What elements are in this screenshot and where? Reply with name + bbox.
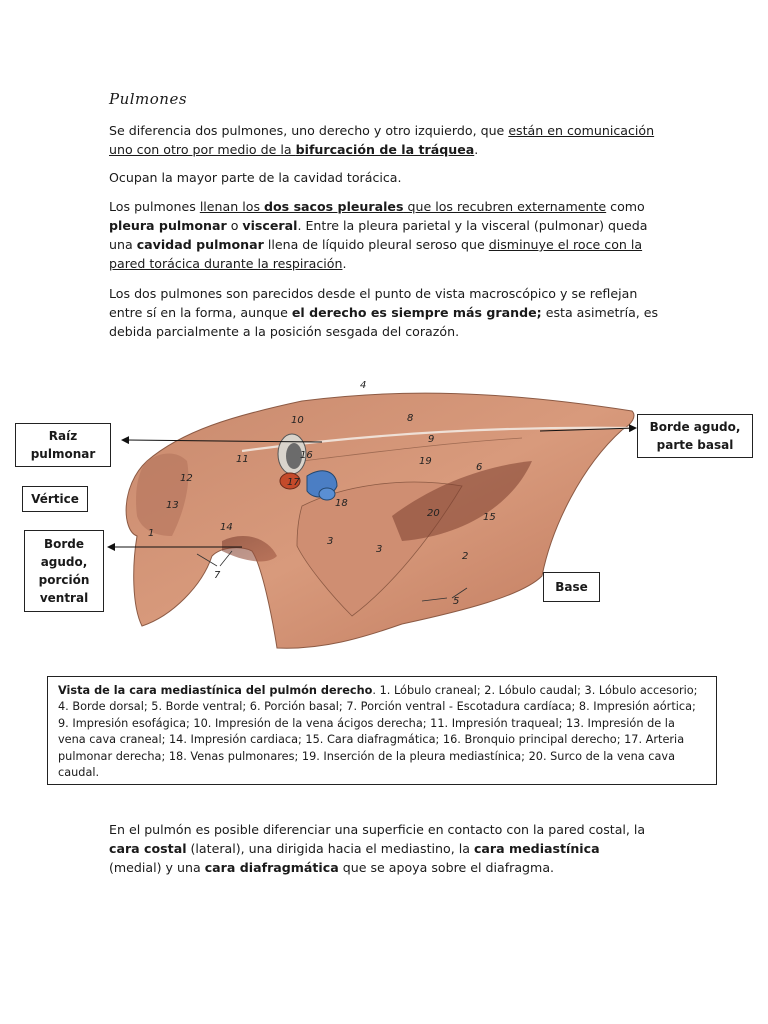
callout-raiz-pulmonar: Raíz pulmonar [15, 423, 111, 467]
label-5: 5 [453, 596, 460, 607]
callout-base: Base [543, 572, 600, 602]
label-13: 13 [166, 500, 179, 511]
callout-borde-agudo-ventral: Borde agudo, porción ventral [24, 530, 104, 612]
paragraph-cavity: Ocupan la mayor parte de la cavidad torácica. [109, 170, 402, 185]
label-2: 2 [462, 551, 469, 562]
page-title: Pulmones [109, 90, 188, 108]
label-1: 1 [148, 528, 155, 539]
paragraph-pleura: Los pulmones llenan los dos sacos pleurales que los recubren externamente como pleura pulmonar o visceral. Entre la pleura parietal y la visceral (pulmonar) queda una cavidad pulmonar llena de líquido pleural seroso que disminuye el roce con la pared torácica durante la respiración. [109, 199, 648, 271]
label-9: 9 [428, 434, 435, 445]
paragraph-communication: Se diferencia dos pulmones, uno derecho y otro izquierdo, que están en comunicación uno con otro por medio de la bifurcación de la tráquea. [109, 123, 655, 157]
label-20: 20 [427, 508, 440, 519]
callout-vertice: Vértice [22, 486, 88, 512]
paragraph-faces: En el pulmón es posible diferenciar una superficie en contacto con la pared costal, la cara costal (lateral), una dirigida hacia el mediastino, la cara mediastínica (medial) y una cara diafragmática que se apoya sobre el diafragma. [109, 822, 646, 875]
label-8: 8 [407, 413, 414, 424]
label-12: 12 [180, 473, 193, 484]
label-18: 18 [335, 498, 348, 509]
label-11: 11 [236, 454, 249, 465]
callout-borde-agudo-basal: Borde agudo, parte basal [637, 414, 753, 458]
figure-caption: Vista de la cara mediastínica del pulmón derecho. 1. Lóbulo craneal; 2. Lóbulo caudal; 3. Lóbulo accesorio; 4. Borde dorsal; 5. Borde ventral; 6. Porción basal; 7. Porción ventral - Escotadura cardíaca; 8. Impresión aórtica; 9. Impresión esofágica; 10. Impresión de la vena ácigos derecha; 11. Impresión traqueal; 13. Impresión de la vena cava craneal; 14. Impresión cardiaca; 15. Cara diafragmática; 16. Bronquio principal derecho; 17. Arteria pulmonar derecha; 18. Venas pulmonares; 19. Inserción de la pleura mediastínica; 20. Surco de la vena cava caudal. [47, 676, 717, 785]
lung-illustration [102, 366, 652, 658]
label-10: 10 [291, 415, 304, 426]
label-16: 16 [300, 450, 313, 461]
label-17: 17 [287, 477, 300, 488]
label-19: 19 [419, 456, 432, 467]
label-6: 6 [476, 462, 483, 473]
label-3b: 3 [376, 544, 383, 555]
label-7: 7 [214, 570, 221, 581]
label-14: 14 [220, 522, 233, 533]
label-15: 15 [483, 512, 496, 523]
label-4: 4 [360, 380, 367, 391]
label-3a: 3 [327, 536, 334, 547]
paragraph-asymmetry: Los dos pulmones son parecidos desde el punto de vista macroscópico y se reflejan entre sí en la forma, aunque el derecho es siempre más grande; esta asimetría, es debida parcialmente a la posición sesgada del corazón. [109, 286, 659, 339]
